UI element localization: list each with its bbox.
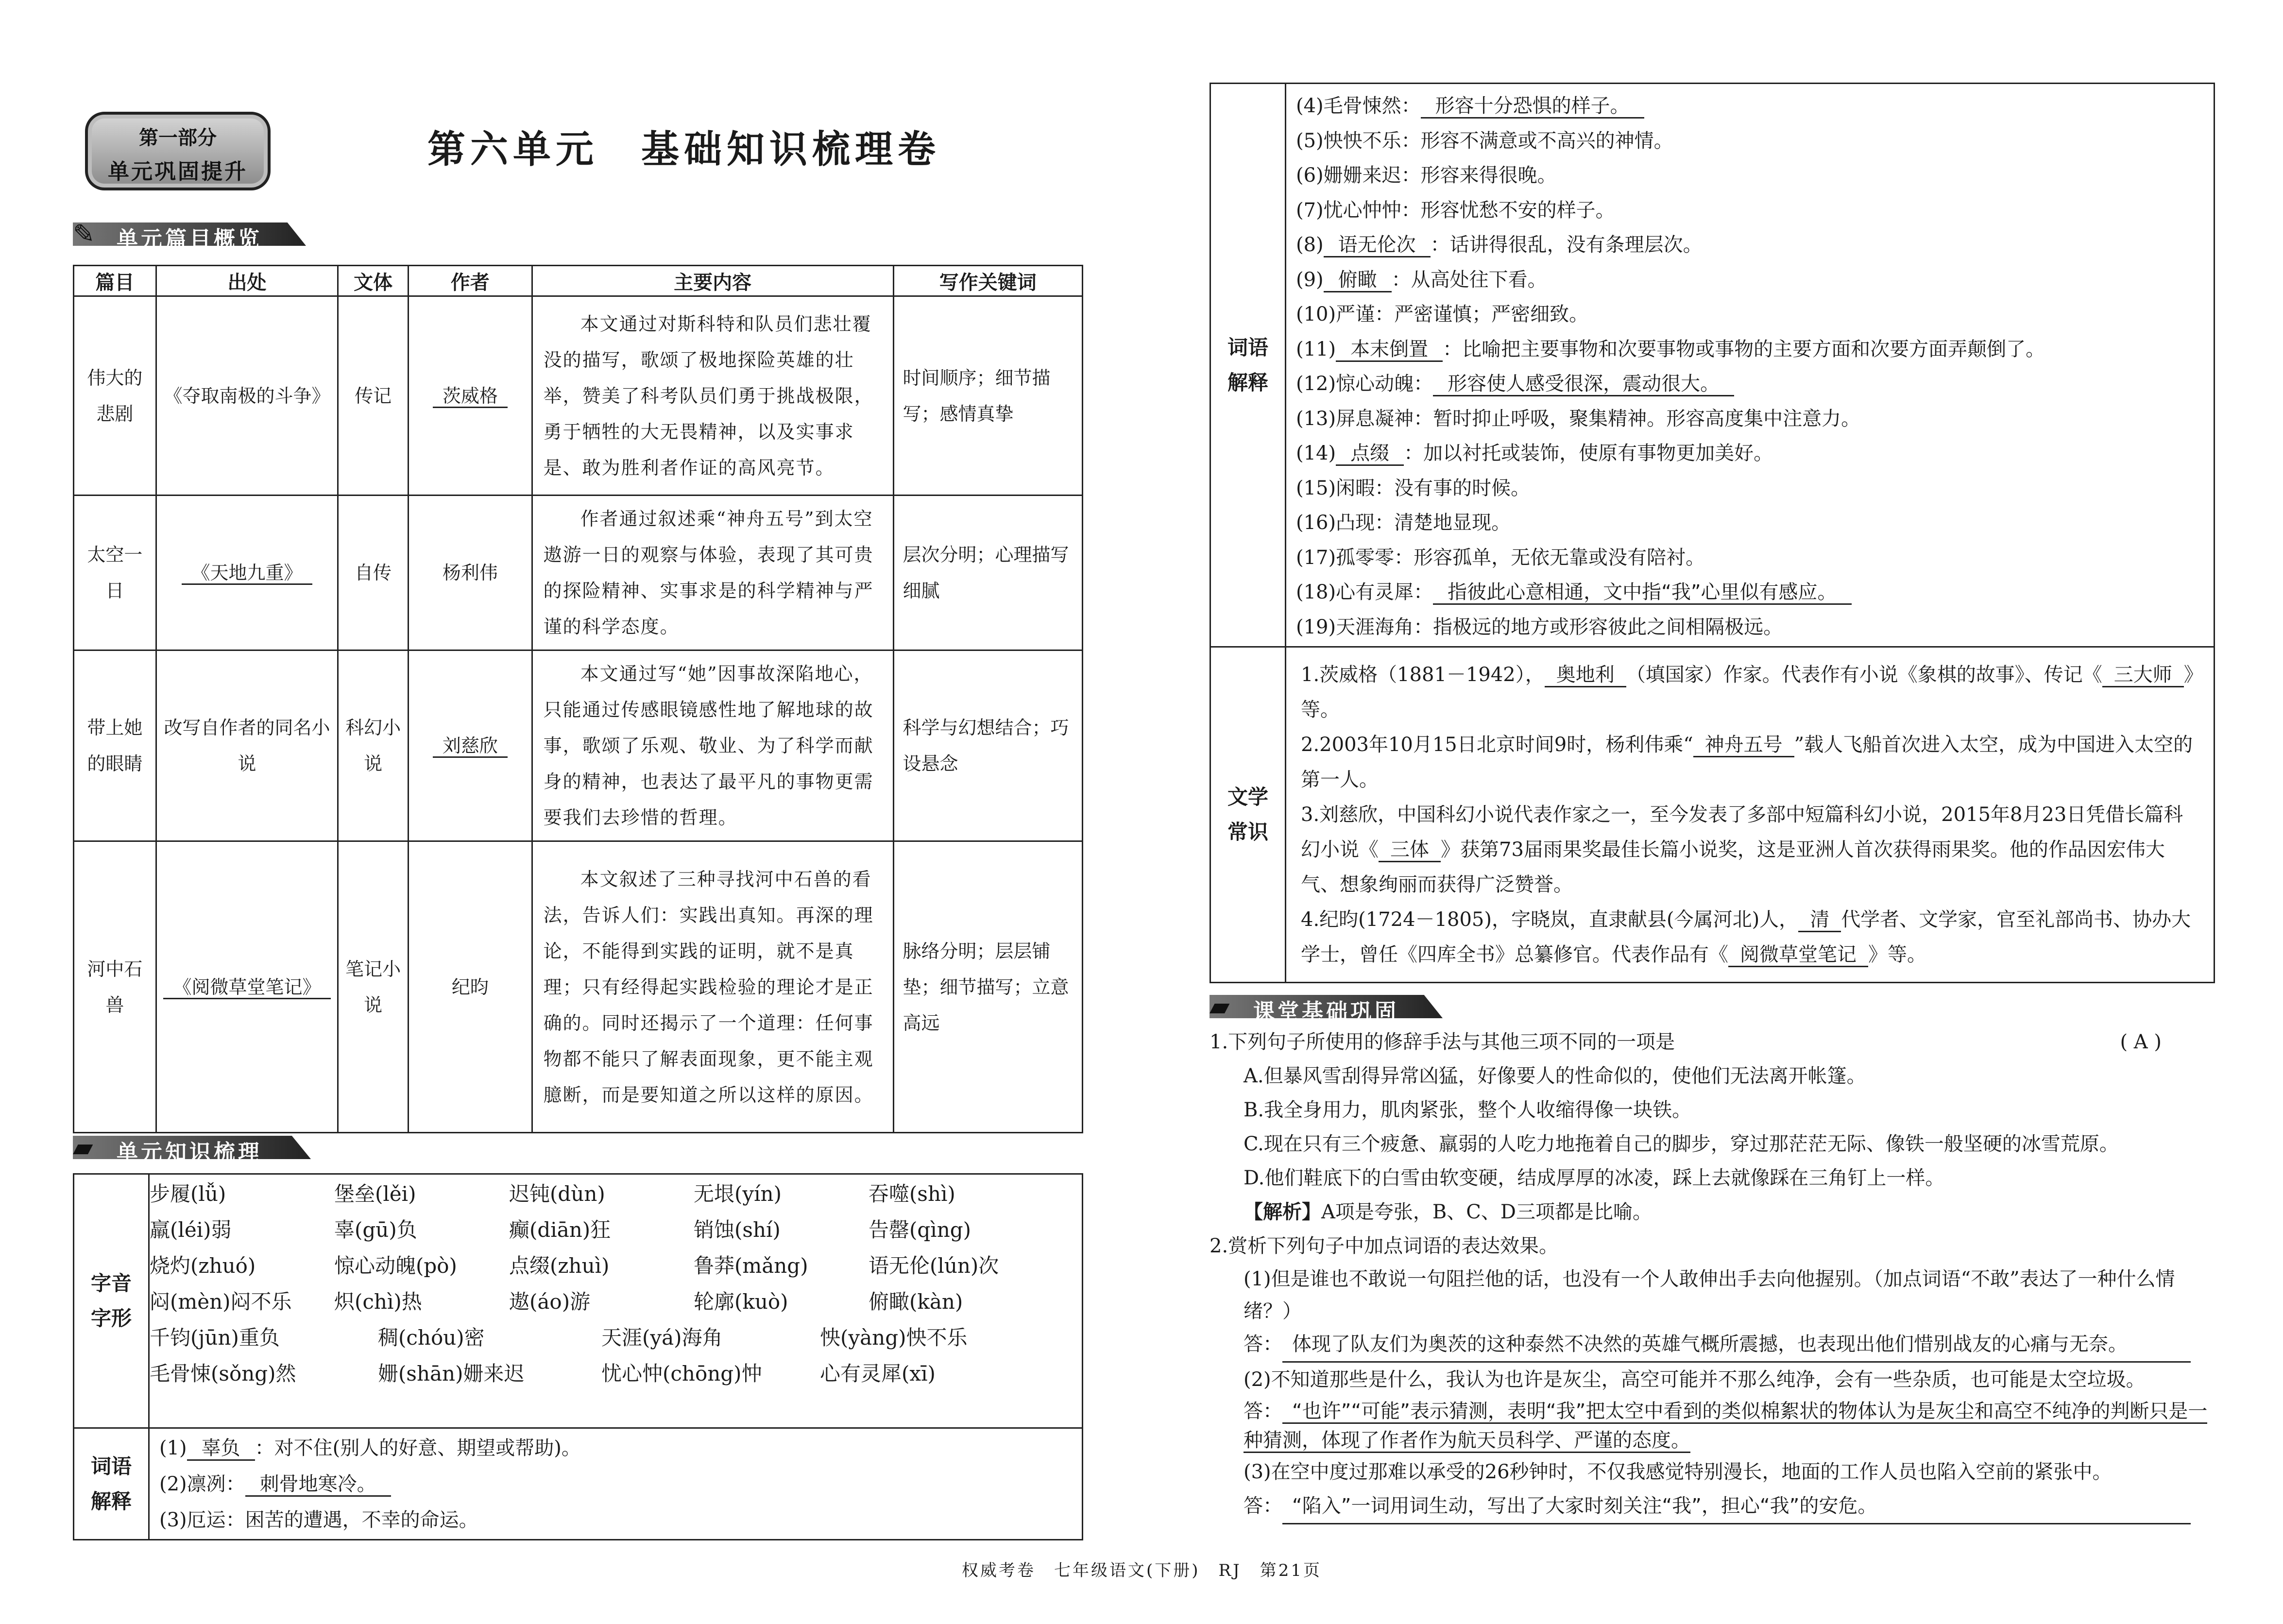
question-1-answer: ( A ): [2120, 1031, 2162, 1053]
vocab-cell: [1286, 84, 2215, 647]
literature-item: [1301, 902, 2199, 972]
cell-keywords: 时间顺序；细节描写；感情真挚: [893, 296, 1082, 496]
pinyin-item: 鲁莽(mǎng): [694, 1254, 808, 1278]
subquestion-1: (1)但是谁也不敢说一句阻拦他的话，也没有一个人敢伸出手去向他握别。（加点词语“不敢”表达了一种什么情绪？）: [1244, 1268, 2175, 1322]
books-icon: ▰: [73, 1132, 96, 1162]
vocab-line: [159, 1502, 1081, 1538]
pinyin-row: [150, 1282, 1082, 1318]
option-c: C.现在只有三个疲惫、羸弱的人吃力地拖着自己的脚步，穿过那茫茫无际、像铁一般坚硬的冰雪荒原。: [1244, 1133, 2119, 1155]
answer-label: 答：: [1244, 1495, 1282, 1517]
section-practice-header: [1210, 991, 1443, 1024]
literature-text: （填国家）作家。代表作有小说《象棋的故事》、传记《: [1626, 664, 2102, 686]
table-row: [74, 650, 1083, 841]
table-row: [74, 1174, 1083, 1428]
pinyin-item: 惊心动魄(pò): [334, 1254, 457, 1278]
vocab-line: [159, 1430, 1081, 1466]
vocab-line: [1296, 193, 2204, 228]
vocab-line: [1296, 575, 2204, 610]
vocab-answer: 本末倒置: [1336, 338, 1443, 362]
vocab-text: (19)天涯海角：指极远的地方或形容彼此之间相隔极远。: [1296, 615, 1783, 638]
question-1-text: 1.下列句子所使用的修辞手法与其他三项不同的一项是: [1210, 1031, 1675, 1053]
answer-label: 答：: [1244, 1400, 1282, 1422]
analysis-text: A项是夸张，B、C、D三项都是比喻。: [1321, 1201, 1652, 1223]
subquestion-3: (3)在空中度过那难以承受的26秒钟时，不仅我感觉特别漫长，地面的工作人员也陷入空前的紧张中。: [1244, 1461, 2112, 1483]
literature-text: 代学者、文学家，官至礼部尚书、协办大学士，曾任《四库全书》总纂修官。代表作品有《: [1301, 908, 2191, 966]
pinyin-item: 毛骨悚(sǒng)然: [150, 1362, 296, 1385]
pinyin-item: 稠(chóu)密: [378, 1326, 485, 1350]
question-1: [1210, 1025, 2215, 1059]
pinyin-item: 俯瞰(kàn): [869, 1290, 963, 1314]
cell-title: 河中石兽: [74, 841, 156, 1133]
section-overview-header: [73, 219, 306, 252]
literature-text: 》等。: [1868, 943, 1926, 966]
col-header: 文体: [338, 266, 409, 296]
pinyin-row: [150, 1318, 1082, 1354]
cell-keywords: 科学与幻想结合；巧设悬念: [893, 650, 1082, 841]
col-header: 作者: [409, 266, 532, 296]
pinyin-item: 迟钝(dùn): [509, 1182, 605, 1206]
vocab-answer: 语无伦次: [1324, 234, 1431, 257]
vocab-answer: 形容使人感受很深，震动很大。: [1433, 373, 1734, 396]
vocab-text: ：从高处往下看。: [1391, 268, 1547, 291]
pinyin-item: 羸(léi)弱: [150, 1218, 232, 1242]
pinyin-grid: [150, 1175, 1082, 1427]
cell-author: [409, 296, 532, 496]
literature-answer: 奥地利: [1545, 664, 1626, 687]
vocab-text: (6)姗姗来迟：形容来得很晚。: [1296, 164, 1557, 187]
pinyin-row: [150, 1247, 1082, 1282]
vocab-answer: 辜负: [187, 1437, 255, 1461]
pinyin-item: 忧心忡(chōng)忡: [601, 1362, 762, 1385]
category-label: [74, 1428, 149, 1540]
vocab-text: (15)闲暇：没有事的时候。: [1296, 477, 1531, 499]
analysis-label: 【解析】: [1244, 1200, 1321, 1223]
vocab-text: (18)心有灵犀：: [1296, 581, 1433, 603]
category-label: [1210, 647, 1286, 983]
badge-line1: 第一部分: [139, 127, 217, 149]
literature-item: [1301, 657, 2199, 727]
pinyin-item: 怏(yàng)怏不乐: [820, 1326, 968, 1350]
cell-author: 杨利伟: [409, 496, 532, 650]
cell-genre: 自传: [338, 496, 409, 650]
literature-answer: 三体: [1379, 838, 1441, 862]
cell-title: 伟大的悲剧: [74, 296, 156, 496]
answer-line: [1210, 1397, 2215, 1455]
vocab-text: (7)忧心忡忡：形容忧愁不安的样子。: [1296, 199, 1615, 222]
pinyin-item: 炽(chì)热: [334, 1290, 422, 1314]
vocab-text: (1): [159, 1436, 187, 1459]
pinyin-item: 癫(diān)狂: [509, 1218, 611, 1242]
vocab-line: [159, 1466, 1081, 1502]
table-row: [74, 1428, 1083, 1540]
vocab-line: [1296, 89, 2204, 124]
vocab-text: (3)厄运：困苦的遭遇，不幸的命运。: [159, 1508, 478, 1531]
vocab-text: (13)屏息凝神：暂时抑止呼吸，聚集精神。形容高度集中注意力。: [1296, 407, 1861, 430]
cell-content: 本文通过写“她”因事故深陷地心，只能通过传感眼镜感性地了解地球的故事，歌颂了乐观、敬业、为了科学而献身的精神，也表达了最平凡的事物更需要我们去珍惜的哲理。: [532, 650, 893, 841]
answer-source: 《天地九重》: [182, 562, 312, 585]
pinyin-item: 遨(áo)游: [509, 1290, 591, 1314]
category-text: 词语解释: [1227, 335, 1268, 394]
option-a: A.但暴风雪刮得异常凶猛，好像要人的性命似的，使他们无法离开帐篷。: [1244, 1065, 1866, 1087]
pinyin-item: 闷(mèn)闷不乐: [150, 1290, 292, 1314]
cell-author: 纪昀: [409, 841, 532, 1133]
questions: [1210, 1025, 2215, 1524]
pinyin-item: 天涯(yá)海角: [601, 1326, 723, 1350]
section-practice-title: 课堂基础巩固: [1253, 999, 1399, 1024]
pinyin-item: 烧灼(zhuó): [150, 1254, 256, 1278]
table-row: [74, 296, 1083, 496]
pinyin-item: 堡垒(lěi): [334, 1182, 416, 1206]
category-label: [74, 1174, 149, 1428]
category-text: 文学常识: [1227, 785, 1268, 844]
pinyin-row: [150, 1354, 1082, 1390]
vocab-text: ：话讲得很乱，没有条理层次。: [1430, 234, 1703, 256]
books-icon: ▰: [1210, 991, 1233, 1022]
vocab-text: (14): [1296, 442, 1336, 464]
answer-text: 体现了队友们为奥茨的这种泰然不决然的英雄气概所震撼，也表现出他们惜别战友的心痛与无奈。: [1282, 1327, 2191, 1363]
literature-answer: 三大师: [2102, 664, 2184, 687]
pinyin-rows-a: [150, 1175, 1082, 1390]
vocab-line: [1296, 332, 2204, 367]
literature-cell: [1286, 647, 2215, 983]
literature-item: [1301, 797, 2199, 902]
answer-line: [1210, 1327, 2215, 1363]
option-d: D.他们鞋底下的白雪由软变硬，结成厚厚的冰凌，踩上去就像踩在三角钉上一样。: [1244, 1167, 1945, 1189]
literature-text: 2.2003年10月15日北京时间9时，杨利伟乘“: [1301, 734, 1693, 756]
vocab-line: [1296, 402, 2204, 437]
vocab-text: (10)严谨：严密谨慎；严密细致。: [1296, 303, 1589, 325]
cell-content: 本文通过对斯科特和队员们悲壮覆没的描写，歌颂了极地探险英雄的壮举，赞美了科考队员们勇于挑战极限，勇于牺牲的大无畏精神，以及实事求是、敢为胜利者作证的高风亮节。: [532, 296, 893, 496]
vocab-line: [1296, 541, 2204, 576]
answer-text: “也许”“可能”表示猜测，表明“我”把太空中看到的类似棉絮状的物体认为是灰尘和高空不纯净的判断只是一种猜测，体现了作者作为航天员科学、严谨的态度。: [1244, 1400, 2207, 1453]
answer-line: [1210, 1489, 2215, 1524]
literature-text: 》获第73届雨果奖最佳长篇小说奖，这是亚洲人首次获得雨果奖。他的作品因宏伟大气、想象绚丽而获得广泛赞誉。: [1301, 838, 2165, 896]
col-header: 主要内容: [532, 266, 893, 296]
pinyin-item: 无垠(yín): [694, 1182, 782, 1206]
literature-answer: 神舟五号: [1693, 734, 1794, 757]
table-row: [74, 496, 1083, 650]
cell-keywords: 层次分明；心理描写细腻: [893, 496, 1082, 650]
cell-source: 改写自作者的同名小说: [156, 650, 338, 841]
pinyin-item: 告罄(qìng): [869, 1218, 971, 1242]
vocab-answer: 点缀: [1336, 442, 1404, 466]
cell-content: 本文叙述了三种寻找河中石兽的看法，告诉人们：实践出真知。再深的理论，不能得到实践的证明，就不是真理；只有经得起实践检验的理论才是正确的。同时还揭示了一个道理：任何事物都不能只了解表面现象，更不能主观臆断，而是要知道之所以这样的原因。: [532, 841, 893, 1133]
cell-source: [156, 841, 338, 1133]
cell-genre: 科幻小说: [338, 650, 409, 841]
cell-content: 作者通过叙述乘“神舟五号”到太空遨游一日的观察与体验，表现了其可贵的探险精神、实事求是的科学精神与严谨的科学态度。: [532, 496, 893, 650]
answer-source: 《阅微草堂笔记》: [163, 976, 330, 999]
vocab-text: (12)惊心动魄：: [1296, 373, 1433, 395]
cell-source: [156, 496, 338, 650]
pinyin-item: 吞噬(shì): [869, 1182, 955, 1206]
pen-icon: ✎: [73, 219, 98, 249]
vocab-answer: 刺骨地寒冷。: [245, 1473, 391, 1497]
pinyin-item: 点缀(zhuì): [509, 1254, 610, 1278]
vocab-text: ：比喻把主要事物和次要事物或事物的主要方面和次要方面弄颠倒了。: [1443, 338, 2045, 360]
pinyin-item: 销蚀(shí): [694, 1218, 781, 1242]
cell-genre: 传记: [338, 296, 409, 496]
section-knowledge-header: [73, 1132, 311, 1165]
vocab-line: [1296, 124, 2204, 159]
vocab-line: [1296, 506, 2204, 541]
pinyin-item: 姗(shān)姗来迟: [378, 1362, 525, 1385]
category-text: 字音字形: [90, 1271, 132, 1330]
vocab-line: [1296, 367, 2204, 402]
vocab-line: [1296, 471, 2204, 506]
pinyin-item: 步履(lǚ): [150, 1182, 226, 1206]
overview-table: [73, 265, 1083, 1133]
literature-text: 》等。: [1301, 664, 2194, 721]
vocab-line: [1296, 297, 2204, 332]
pinyin-item: 辜(gū)负: [334, 1218, 417, 1242]
literature-answer: 清: [1798, 908, 1841, 932]
category-text: 词语解释: [90, 1454, 132, 1513]
vocab-line: [1296, 263, 2204, 298]
option-b: B.我全身用力，肌肉紧张，整个人收缩得像一块铁。: [1244, 1099, 1692, 1121]
cell-source: 《夺取南极的斗争》: [156, 296, 338, 496]
page-footer: 权威考卷 七年级语文(下册) RJ 第21页: [962, 1561, 1322, 1580]
col-header: 篇目: [74, 266, 156, 296]
answer-author: 茨威格: [433, 385, 508, 408]
cell-title: 太空一日: [74, 496, 156, 650]
page-title: 第六单元 基础知识梳理卷: [427, 127, 941, 171]
table-row: [74, 841, 1083, 1133]
vocab-text: (17)孤零零：形容孤单，无依无靠或没有陪衬。: [1296, 546, 1705, 569]
badge-line2: 单元巩固提升: [108, 159, 248, 184]
vocab-text: ：对不住(别人的好意、期望或帮助)。: [255, 1436, 581, 1459]
cell-author: [409, 650, 532, 841]
pinyin-item: 心有灵犀(xī): [820, 1362, 936, 1385]
vocab-text: (2)凛冽：: [159, 1472, 245, 1495]
vocab-answer: 形容十分恐惧的样子。: [1421, 95, 1644, 119]
vocab-text: (4)毛骨悚然：: [1296, 95, 1421, 117]
part-badge: [85, 112, 271, 190]
literature-answer: 阅微草堂笔记: [1728, 943, 1868, 967]
section-overview-title: 单元篇目概览: [117, 227, 262, 252]
literature-text: ”载人飞船首次进入太空，成为中国进入太空的第一人。: [1301, 734, 2193, 791]
vocab-line: [1296, 610, 2204, 645]
literature-text: 1.茨威格（1881－1942），: [1301, 664, 1545, 686]
literature-text: 4.纪昀(1724－1805)，字晓岚，直隶献县(今属河北)人，: [1301, 908, 1799, 931]
knowledge-table: [73, 1173, 1083, 1540]
col-header: 写作关键词: [893, 266, 1082, 296]
subquestion-2: (2)不知道那些是什么，我认为也许是灰尘，高空可能并不那么纯净，会有一些杂质，也可能是太空垃圾。: [1244, 1368, 2146, 1391]
vocab-line: [1296, 228, 2204, 263]
section-knowledge-title: 单元知识梳理: [117, 1140, 262, 1165]
vocab-list: [1296, 89, 2204, 645]
pinyin-row: [150, 1175, 1082, 1211]
col-header: 出处: [156, 266, 338, 296]
table-row: [1210, 647, 2215, 983]
vocab-text: (9): [1296, 268, 1324, 291]
vocab-cell: [149, 1428, 1083, 1540]
vocab-answer: 指彼此心意相通，文中指“我”心里似有感应。: [1433, 581, 1851, 605]
pinyin-item: 千钧(jūn)重负: [150, 1326, 280, 1350]
analysis: [1210, 1195, 2215, 1229]
pinyin-cell: [149, 1174, 1083, 1428]
vocab-text: (5)怏怏不乐：形容不满意或不高兴的神情。: [1296, 129, 1673, 152]
category-label: [1210, 84, 1286, 647]
answer-text: “陷入”一词用词生动，写出了大家时刻关注“我”，担心“我”的安危。: [1282, 1489, 2191, 1524]
literature-list: [1301, 657, 2199, 972]
answer-label: 答：: [1244, 1333, 1282, 1355]
vocab-text: (16)凸现：清楚地显现。: [1296, 512, 1511, 534]
literature-text: 3.刘慈欣，中国科幻小说代表作家之一，至今发表了多部中短篇科幻小说，2015年8月23日凭借长篇科幻小说《: [1301, 803, 2183, 861]
table-row: [1210, 84, 2215, 647]
right-table: [1210, 83, 2215, 983]
vocab-line: [1296, 436, 2204, 471]
literature-item: [1301, 727, 2199, 797]
overview-header-row: [74, 266, 1083, 296]
vocab-text: (11): [1296, 338, 1336, 360]
answer-author: 刘慈欣: [433, 735, 508, 758]
vocab-answer: 俯瞰: [1324, 269, 1392, 292]
vocab-text: (8): [1296, 234, 1324, 256]
cell-keywords: 脉络分明；层层铺垫；细节描写；立意高远: [893, 841, 1082, 1133]
vocab-line: [1296, 158, 2204, 193]
vocab-text: ：加以衬托或装饰，使原有事物更加美好。: [1404, 442, 1773, 464]
question-2-text: 2.赏析下列句子中加点词语的表达效果。: [1210, 1235, 1559, 1257]
pinyin-item: 语无伦(lún)次: [869, 1254, 999, 1278]
cell-title: 带上她的眼睛: [74, 650, 156, 841]
cell-genre: 笔记小说: [338, 841, 409, 1133]
pinyin-item: 轮廓(kuò): [694, 1290, 788, 1314]
pinyin-row: [150, 1211, 1082, 1247]
